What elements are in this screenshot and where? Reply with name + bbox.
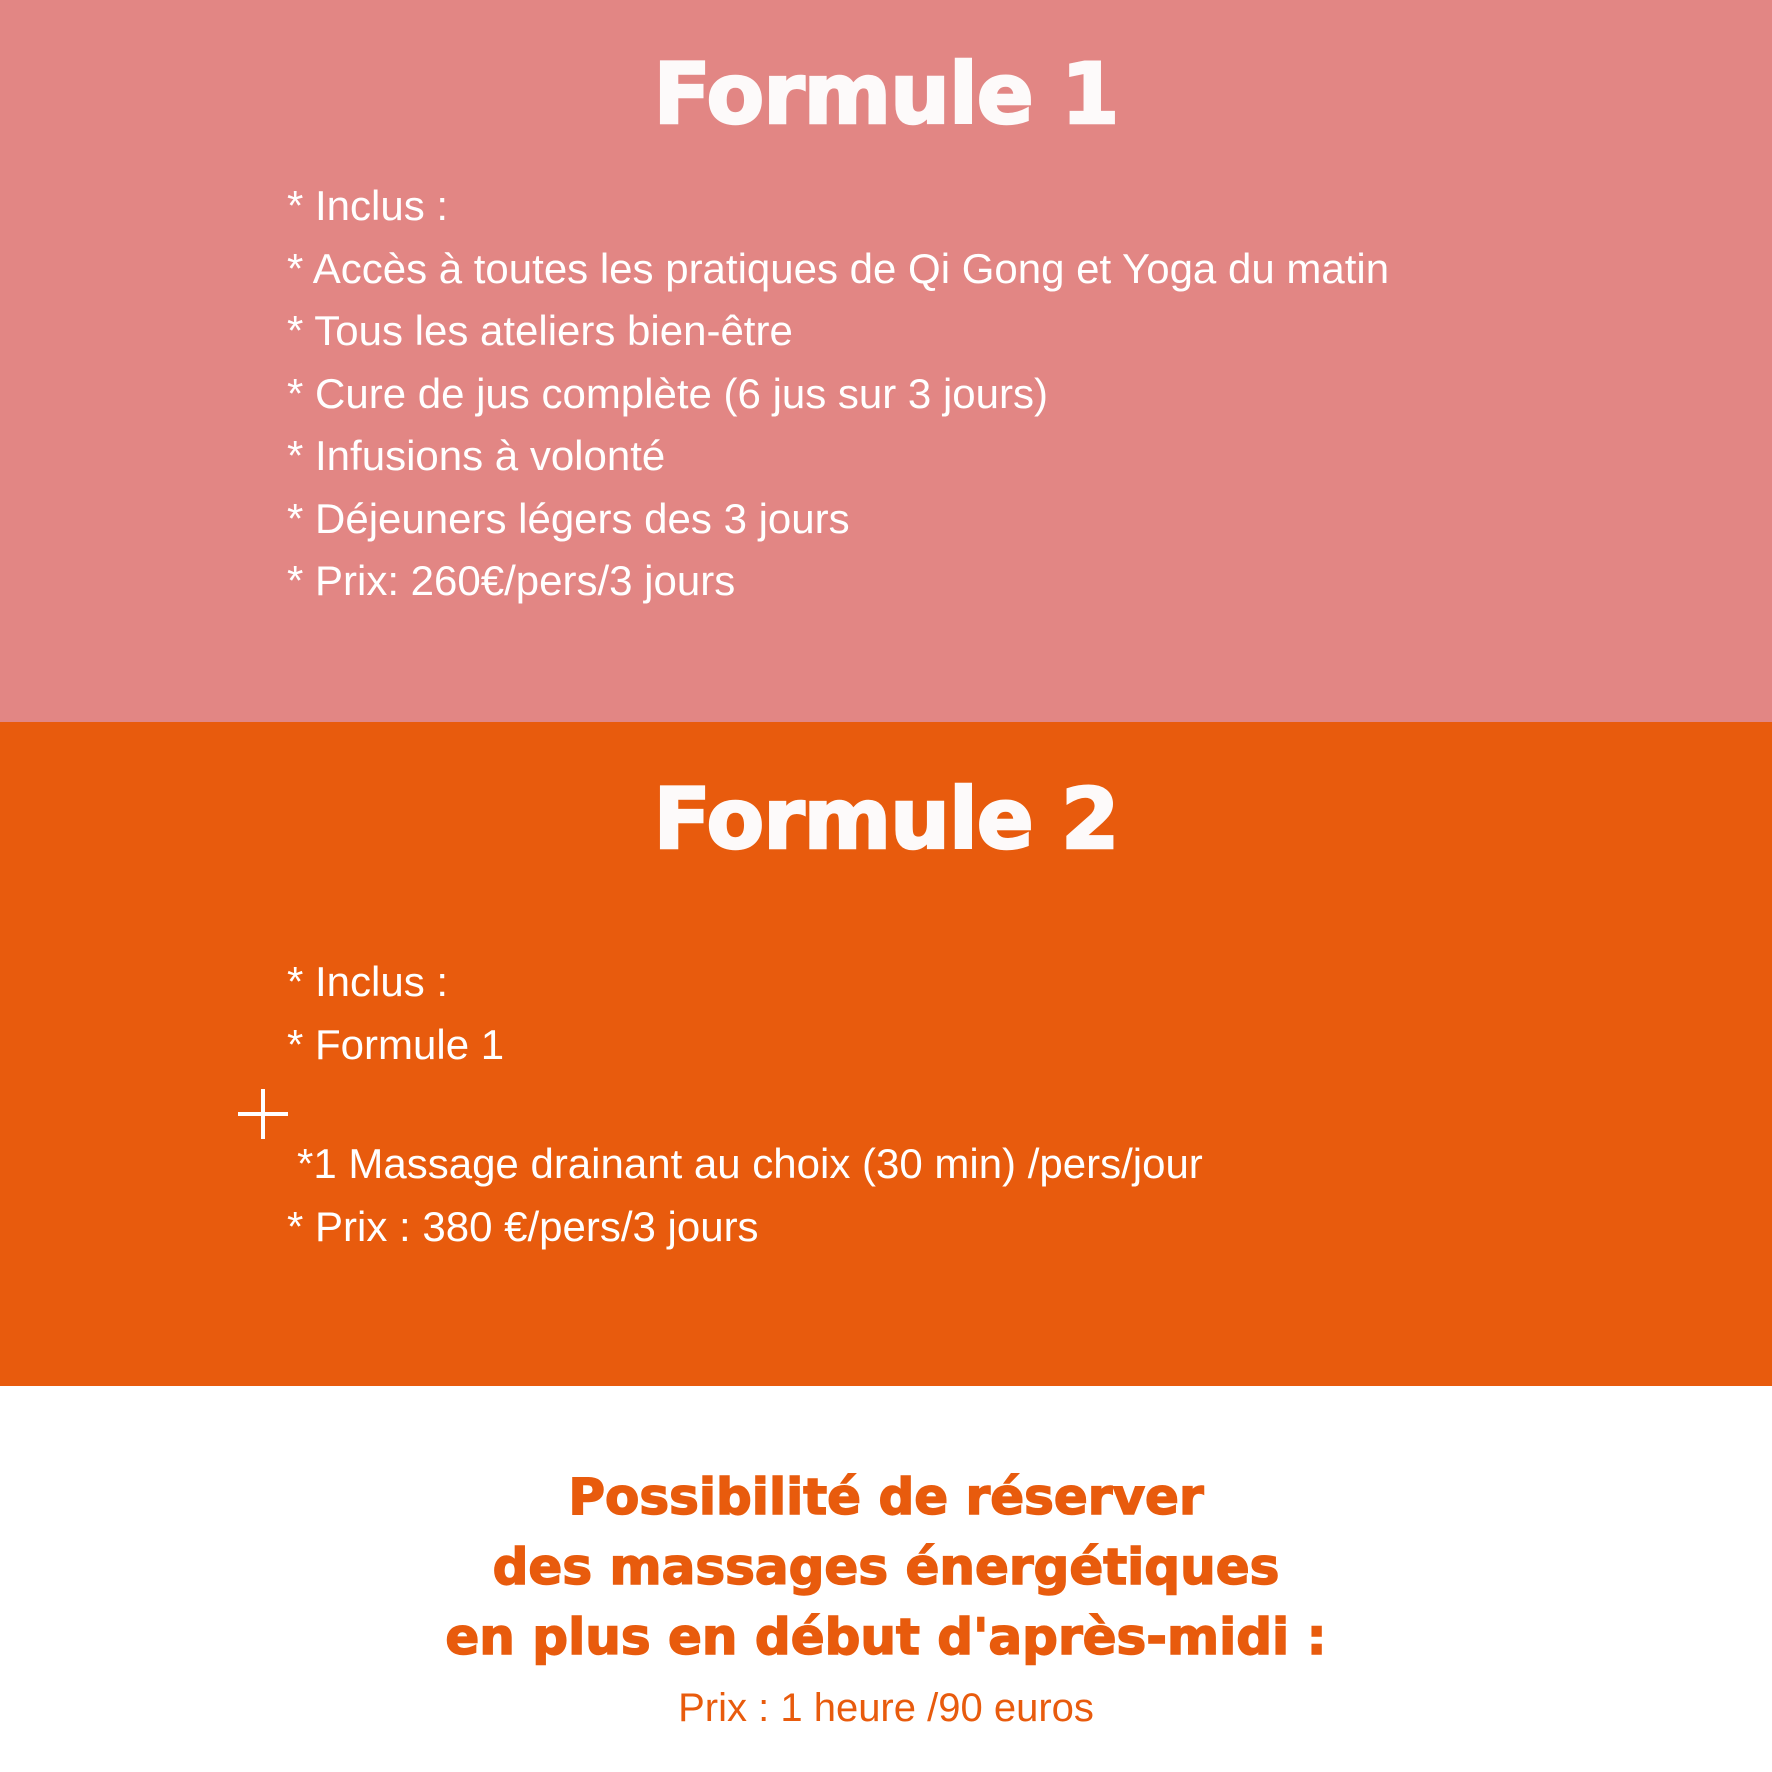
list-item: * Formule 1 xyxy=(287,1020,505,1068)
extra-massage-heading xyxy=(0,1462,1772,1672)
heading-line: Possibilité de réserver xyxy=(568,1468,1204,1526)
list-item: * Inclus : xyxy=(287,958,449,1005)
list-item: * Déjeuners légers des 3 jours xyxy=(287,494,850,542)
formule-1-list xyxy=(287,175,1389,613)
formule-2-price: * Prix : 380 €/pers/3 jours xyxy=(287,1202,759,1250)
list-item: * Cure de jus complète (6 jus sur 3 jours) xyxy=(287,369,1048,417)
formule-2-title: Formule 2 xyxy=(653,770,1119,868)
formule-2-list xyxy=(287,951,504,1076)
formule-1-price: * Prix: 260€/pers/3 jours xyxy=(287,557,736,604)
list-item: * Accès à toutes les pratiques de Qi Gong et Yoga du matin xyxy=(287,244,1390,292)
formule-1-title: Formule 1 xyxy=(653,45,1119,143)
plus-icon xyxy=(238,1089,288,1139)
formule-2-extra-list xyxy=(287,1133,1203,1258)
list-item: * Infusions à volonté xyxy=(287,432,666,479)
extra-massage-price: Prix : 1 heure /90 euros xyxy=(678,1686,1094,1730)
extra-massage-section xyxy=(0,1386,1772,1772)
formule-1-section xyxy=(0,0,1772,722)
list-item: * Inclus : xyxy=(287,182,449,229)
heading-line: en plus en début d'après-midi : xyxy=(445,1608,1327,1666)
list-item: *1 Massage drainant au choix (30 min) /pers/jour xyxy=(297,1140,1203,1187)
list-item: * Tous les ateliers bien-être xyxy=(287,307,793,354)
formule-2-section xyxy=(0,722,1772,1386)
heading-line: des massages énergétiques xyxy=(492,1538,1280,1596)
